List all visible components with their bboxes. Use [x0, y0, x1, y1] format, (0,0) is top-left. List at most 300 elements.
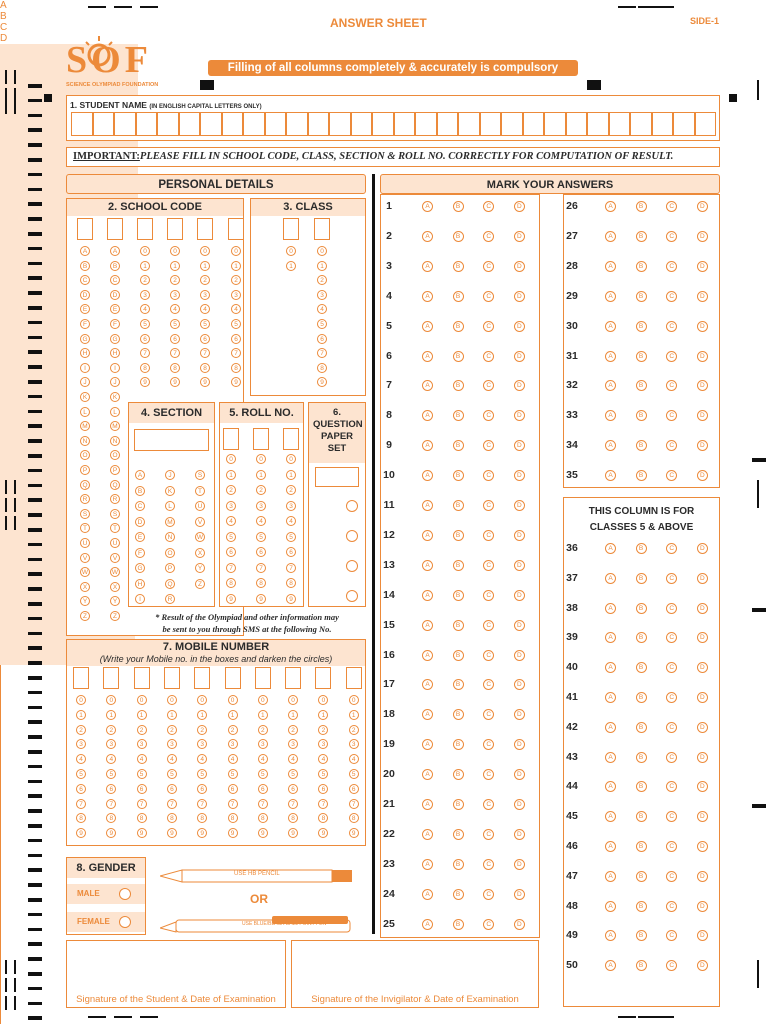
name-letter-box[interactable] [136, 112, 158, 136]
section-letter-bubble[interactable]: M [165, 517, 175, 527]
school-code-letter-bubble[interactable]: P [110, 465, 120, 475]
answer-option-bubble[interactable]: D [697, 752, 708, 763]
answer-option-bubble[interactable]: A [605, 410, 616, 421]
mobile-digit-bubble[interactable]: 6 [76, 784, 86, 794]
roll-no-digit-bubble[interactable]: 1 [226, 470, 236, 480]
section-letter-bubble[interactable]: X [195, 548, 205, 558]
roll-no-digit-bubble[interactable]: 0 [256, 454, 266, 464]
roll-no-digit-bubble[interactable]: 5 [226, 532, 236, 542]
class-input-box[interactable] [283, 218, 299, 240]
answer-option-bubble[interactable]: A [605, 291, 616, 302]
answer-option-bubble[interactable]: C [666, 722, 677, 733]
answer-option-bubble[interactable]: B [453, 829, 464, 840]
answer-option-bubble[interactable]: D [697, 351, 708, 362]
school-code-digit-bubble[interactable]: 8 [170, 363, 180, 373]
answer-option-bubble[interactable]: B [453, 410, 464, 421]
school-code-digit-bubble[interactable]: 3 [140, 290, 150, 300]
mobile-digit-bubble[interactable]: 9 [76, 828, 86, 838]
section-letter-bubble[interactable]: D [135, 517, 145, 527]
answer-option-bubble[interactable]: B [636, 781, 647, 792]
answer-option-bubble[interactable]: C [483, 919, 494, 930]
answer-option-bubble[interactable]: A [605, 470, 616, 481]
answer-option-bubble[interactable]: D [697, 573, 708, 584]
answer-option-bubble[interactable]: A [605, 662, 616, 673]
school-code-input-box[interactable] [228, 218, 244, 240]
mobile-digit-bubble[interactable]: 4 [349, 754, 359, 764]
mobile-digit-bubble[interactable]: 3 [349, 739, 359, 749]
name-letter-box[interactable] [157, 112, 179, 136]
answer-option-bubble[interactable]: C [483, 351, 494, 362]
answer-option-bubble[interactable]: D [514, 590, 525, 601]
mobile-digit-bubble[interactable]: 4 [228, 754, 238, 764]
roll-no-digit-bubble[interactable]: 0 [286, 454, 296, 464]
answer-option-bubble[interactable]: B [453, 590, 464, 601]
class-digit-bubble[interactable]: 4 [317, 304, 327, 314]
roll-no-digit-bubble[interactable]: 9 [286, 594, 296, 604]
mobile-digit-bubble[interactable]: 7 [228, 799, 238, 809]
answer-option-bubble[interactable]: C [483, 410, 494, 421]
school-code-digit-bubble[interactable]: 7 [170, 348, 180, 358]
answer-option-bubble[interactable]: C [483, 440, 494, 451]
school-code-letter-bubble[interactable]: B [110, 261, 120, 271]
invigilator-signature-box[interactable] [291, 940, 539, 1008]
school-code-digit-bubble[interactable]: 0 [140, 246, 150, 256]
answer-option-bubble[interactable]: D [697, 321, 708, 332]
question-paper-set-box[interactable] [315, 467, 359, 487]
answer-option-bubble[interactable]: D [514, 560, 525, 571]
answer-option-bubble[interactable]: B [453, 351, 464, 362]
school-code-digit-bubble[interactable]: 8 [200, 363, 210, 373]
answer-option-bubble[interactable]: B [453, 530, 464, 541]
mobile-digit-bubble[interactable]: 2 [349, 725, 359, 735]
mobile-digit-bubble[interactable]: 8 [258, 813, 268, 823]
mobile-digit-bubble[interactable]: 1 [106, 710, 116, 720]
mobile-digit-bubble[interactable]: 5 [228, 769, 238, 779]
school-code-letter-bubble[interactable]: B [80, 261, 90, 271]
answer-option-bubble[interactable]: B [636, 380, 647, 391]
name-letter-box[interactable] [630, 112, 652, 136]
answer-option-bubble[interactable]: C [666, 321, 677, 332]
answer-option-bubble[interactable]: D [697, 901, 708, 912]
school-code-letter-bubble[interactable]: K [110, 392, 120, 402]
name-letter-box[interactable] [265, 112, 287, 136]
answer-option-bubble[interactable]: C [666, 201, 677, 212]
school-code-letter-bubble[interactable]: R [80, 494, 90, 504]
mobile-digit-input-box[interactable] [134, 667, 150, 689]
school-code-letter-bubble[interactable]: S [110, 509, 120, 519]
name-letter-box[interactable] [243, 112, 265, 136]
school-code-digit-bubble[interactable]: 2 [170, 275, 180, 285]
answer-option-bubble[interactable]: D [514, 739, 525, 750]
name-letter-box[interactable] [179, 112, 201, 136]
class-digit-bubble[interactable]: 7 [317, 348, 327, 358]
school-code-digit-bubble[interactable]: 6 [170, 334, 180, 344]
name-letter-box[interactable] [71, 112, 93, 136]
answer-option-bubble[interactable]: D [514, 231, 525, 242]
mobile-digit-bubble[interactable]: 9 [228, 828, 238, 838]
school-code-digit-bubble[interactable]: 3 [170, 290, 180, 300]
mobile-digit-bubble[interactable]: 4 [318, 754, 328, 764]
answer-option-bubble[interactable]: C [483, 321, 494, 332]
answer-option-bubble[interactable]: D [697, 692, 708, 703]
name-letter-box[interactable] [114, 112, 136, 136]
school-code-letter-bubble[interactable]: X [80, 582, 90, 592]
school-code-letter-bubble[interactable]: I [80, 363, 90, 373]
answer-option-bubble[interactable]: D [697, 811, 708, 822]
school-code-digit-bubble[interactable]: 5 [200, 319, 210, 329]
mobile-digit-bubble[interactable]: 3 [167, 739, 177, 749]
answer-option-bubble[interactable]: C [666, 960, 677, 971]
school-code-digit-bubble[interactable]: 6 [231, 334, 241, 344]
answer-option-bubble[interactable]: D [697, 440, 708, 451]
school-code-digit-bubble[interactable]: 3 [231, 290, 241, 300]
answer-option-bubble[interactable]: A [605, 351, 616, 362]
answer-option-bubble[interactable]: C [483, 769, 494, 780]
school-code-digit-bubble[interactable]: 2 [231, 275, 241, 285]
school-code-letter-bubble[interactable]: Q [80, 480, 90, 490]
school-code-letter-bubble[interactable]: H [80, 348, 90, 358]
answer-option-bubble[interactable]: A [422, 380, 433, 391]
mobile-digit-bubble[interactable]: 2 [76, 725, 86, 735]
school-code-letter-bubble[interactable]: M [80, 421, 90, 431]
school-code-letter-bubble[interactable]: C [110, 275, 120, 285]
mobile-digit-input-box[interactable] [103, 667, 119, 689]
mobile-digit-bubble[interactable]: 7 [197, 799, 207, 809]
name-letter-box[interactable] [544, 112, 566, 136]
answer-option-bubble[interactable]: B [453, 261, 464, 272]
mobile-digit-bubble[interactable]: 3 [228, 739, 238, 749]
mobile-digit-bubble[interactable]: 9 [349, 828, 359, 838]
mobile-digit-input-box[interactable] [164, 667, 180, 689]
answer-option-bubble[interactable]: A [605, 632, 616, 643]
mobile-digit-bubble[interactable]: 3 [318, 739, 328, 749]
answer-option-bubble[interactable]: C [483, 650, 494, 661]
mobile-digit-bubble[interactable]: 9 [318, 828, 328, 838]
mobile-digit-bubble[interactable]: 8 [137, 813, 147, 823]
answer-option-bubble[interactable]: A [422, 620, 433, 631]
class-digit-bubble[interactable]: 1 [317, 261, 327, 271]
answer-option-bubble[interactable]: B [636, 662, 647, 673]
section-letter-bubble[interactable]: E [135, 532, 145, 542]
answer-option-bubble[interactable]: B [636, 603, 647, 614]
mobile-digit-bubble[interactable]: 6 [197, 784, 207, 794]
roll-no-digit-bubble[interactable]: 7 [226, 563, 236, 573]
answer-option-bubble[interactable]: A [422, 440, 433, 451]
answer-option-bubble[interactable]: A [605, 841, 616, 852]
mobile-digit-input-box[interactable] [225, 667, 241, 689]
answer-option-bubble[interactable]: B [453, 709, 464, 720]
mobile-digit-bubble[interactable]: 3 [258, 739, 268, 749]
mobile-digit-bubble[interactable]: 1 [318, 710, 328, 720]
female-bubble[interactable] [119, 916, 131, 928]
mobile-digit-bubble[interactable]: 0 [106, 695, 116, 705]
roll-no-digit-bubble[interactable]: 4 [226, 516, 236, 526]
school-code-digit-bubble[interactable]: 9 [200, 377, 210, 387]
school-code-digit-bubble[interactable]: 7 [140, 348, 150, 358]
class-digit-bubble[interactable]: 9 [317, 377, 327, 387]
school-code-digit-bubble[interactable]: 1 [170, 261, 180, 271]
male-bubble[interactable] [119, 888, 131, 900]
school-code-letter-bubble[interactable]: U [80, 538, 90, 548]
answer-option-bubble[interactable]: C [483, 231, 494, 242]
answer-option-bubble[interactable]: A [605, 573, 616, 584]
section-letter-bubble[interactable]: T [195, 486, 205, 496]
answer-option-bubble[interactable]: A [422, 321, 433, 332]
answer-option-bubble[interactable]: C [483, 470, 494, 481]
roll-no-digit-bubble[interactable]: 7 [256, 563, 266, 573]
mobile-digit-bubble[interactable]: 2 [137, 725, 147, 735]
answer-option-bubble[interactable]: D [697, 960, 708, 971]
name-letter-box[interactable] [222, 112, 244, 136]
answer-option-bubble[interactable]: B [636, 901, 647, 912]
name-letter-box[interactable] [609, 112, 631, 136]
name-letter-box[interactable] [286, 112, 308, 136]
school-code-letter-bubble[interactable]: H [110, 348, 120, 358]
answer-option-bubble[interactable]: C [483, 530, 494, 541]
mobile-digit-bubble[interactable]: 4 [197, 754, 207, 764]
mobile-digit-bubble[interactable]: 7 [76, 799, 86, 809]
mobile-digit-bubble[interactable]: 8 [228, 813, 238, 823]
answer-option-bubble[interactable]: C [666, 871, 677, 882]
name-letter-box[interactable] [329, 112, 351, 136]
mobile-digit-bubble[interactable]: 3 [197, 739, 207, 749]
answer-option-bubble[interactable]: B [636, 470, 647, 481]
answer-option-bubble[interactable]: A [422, 231, 433, 242]
section-letter-bubble[interactable]: I [135, 594, 145, 604]
section-letter-bubble[interactable]: Q [165, 579, 175, 589]
roll-no-digit-bubble[interactable]: 2 [256, 485, 266, 495]
school-code-letter-bubble[interactable]: V [80, 553, 90, 563]
roll-no-digit-bubble[interactable]: 9 [226, 594, 236, 604]
mobile-digit-bubble[interactable]: 6 [106, 784, 116, 794]
mobile-digit-input-box[interactable] [285, 667, 301, 689]
name-letter-box[interactable] [394, 112, 416, 136]
answer-option-bubble[interactable]: D [697, 841, 708, 852]
answer-option-bubble[interactable]: B [453, 470, 464, 481]
mobile-digit-bubble[interactable]: 7 [288, 799, 298, 809]
mobile-digit-input-box[interactable] [194, 667, 210, 689]
school-code-digit-bubble[interactable]: 0 [170, 246, 180, 256]
class-input-box[interactable] [314, 218, 330, 240]
answer-option-bubble[interactable]: D [514, 650, 525, 661]
mobile-digit-bubble[interactable]: 6 [318, 784, 328, 794]
section-letter-bubble[interactable]: F [135, 548, 145, 558]
answer-option-bubble[interactable]: D [697, 603, 708, 614]
school-code-digit-bubble[interactable]: 2 [200, 275, 210, 285]
answer-option-bubble[interactable]: B [636, 960, 647, 971]
school-code-digit-bubble[interactable]: 3 [200, 290, 210, 300]
mobile-digit-input-box[interactable] [346, 667, 362, 689]
section-letter-bubble[interactable]: R [165, 594, 175, 604]
school-code-digit-bubble[interactable]: 6 [200, 334, 210, 344]
mobile-digit-bubble[interactable]: 8 [197, 813, 207, 823]
class-digit-bubble[interactable]: 2 [317, 275, 327, 285]
mobile-digit-bubble[interactable]: 1 [167, 710, 177, 720]
section-letter-bubble[interactable]: Y [195, 563, 205, 573]
school-code-digit-bubble[interactable]: 1 [200, 261, 210, 271]
answer-option-bubble[interactable]: C [666, 692, 677, 703]
mobile-digit-bubble[interactable]: 5 [137, 769, 147, 779]
answer-option-bubble[interactable]: C [666, 811, 677, 822]
school-code-digit-bubble[interactable]: 7 [231, 348, 241, 358]
answer-option-bubble[interactable]: A [605, 692, 616, 703]
class-digit-bubble[interactable]: 0 [317, 246, 327, 256]
answer-option-bubble[interactable]: B [453, 380, 464, 391]
student-signature-box[interactable] [66, 940, 286, 1008]
school-code-letter-bubble[interactable]: Y [110, 596, 120, 606]
name-letter-box[interactable] [308, 112, 330, 136]
answer-option-bubble[interactable]: D [697, 380, 708, 391]
mobile-digit-bubble[interactable]: 5 [197, 769, 207, 779]
answer-option-bubble[interactable]: A [422, 530, 433, 541]
mobile-digit-bubble[interactable]: 0 [288, 695, 298, 705]
answer-option-bubble[interactable]: B [636, 841, 647, 852]
answer-option-bubble[interactable]: A [605, 201, 616, 212]
mobile-digit-bubble[interactable]: 0 [349, 695, 359, 705]
answer-option-bubble[interactable]: B [453, 859, 464, 870]
answer-option-bubble[interactable]: D [697, 871, 708, 882]
mobile-digit-bubble[interactable]: 8 [76, 813, 86, 823]
answer-option-bubble[interactable]: D [697, 930, 708, 941]
answer-option-bubble[interactable]: A [605, 930, 616, 941]
answer-option-bubble[interactable]: D [697, 410, 708, 421]
answer-option-bubble[interactable]: A [422, 201, 433, 212]
answer-option-bubble[interactable]: A [605, 960, 616, 971]
mobile-digit-bubble[interactable]: 7 [258, 799, 268, 809]
mobile-digit-bubble[interactable]: 7 [137, 799, 147, 809]
roll-no-digit-bubble[interactable]: 7 [286, 563, 296, 573]
answer-option-bubble[interactable]: A [422, 739, 433, 750]
answer-option-bubble[interactable]: C [666, 440, 677, 451]
school-code-letter-bubble[interactable]: I [110, 363, 120, 373]
school-code-letter-bubble[interactable]: E [80, 304, 90, 314]
mobile-digit-bubble[interactable]: 9 [258, 828, 268, 838]
answer-option-bubble[interactable]: B [453, 500, 464, 511]
section-letter-bubble[interactable]: L [165, 501, 175, 511]
answer-option-bubble[interactable]: A [422, 470, 433, 481]
section-letter-bubble[interactable]: U [195, 501, 205, 511]
school-code-digit-bubble[interactable]: 4 [140, 304, 150, 314]
mobile-digit-bubble[interactable]: 8 [318, 813, 328, 823]
qp-set-option-bubble[interactable] [346, 560, 358, 572]
answer-option-bubble[interactable]: D [514, 470, 525, 481]
answer-option-bubble[interactable]: C [483, 560, 494, 571]
mobile-digit-bubble[interactable]: 6 [258, 784, 268, 794]
answer-option-bubble[interactable]: D [697, 291, 708, 302]
section-input-box[interactable] [134, 429, 209, 451]
roll-no-digit-bubble[interactable]: 9 [256, 594, 266, 604]
answer-option-bubble[interactable]: D [514, 679, 525, 690]
mobile-digit-bubble[interactable]: 7 [318, 799, 328, 809]
school-code-digit-bubble[interactable]: 9 [140, 377, 150, 387]
answer-option-bubble[interactable]: B [636, 543, 647, 554]
mobile-digit-bubble[interactable]: 2 [167, 725, 177, 735]
answer-option-bubble[interactable]: C [666, 543, 677, 554]
section-letter-bubble[interactable]: W [196, 534, 204, 541]
school-code-letter-bubble[interactable]: W [111, 569, 119, 577]
school-code-letter-bubble[interactable]: P [80, 465, 90, 475]
mobile-digit-input-box[interactable] [255, 667, 271, 689]
roll-no-digit-bubble[interactable]: 8 [226, 578, 236, 588]
section-letter-bubble[interactable]: S [195, 470, 205, 480]
school-code-letter-bubble[interactable]: G [110, 334, 120, 344]
answer-option-bubble[interactable]: D [514, 291, 525, 302]
school-code-letter-bubble[interactable]: Y [80, 596, 90, 606]
answer-option-bubble[interactable]: B [453, 291, 464, 302]
answer-option-bubble[interactable]: B [636, 440, 647, 451]
answer-option-bubble[interactable]: A [605, 261, 616, 272]
roll-no-digit-bubble[interactable]: 5 [256, 532, 266, 542]
name-letter-box[interactable] [523, 112, 545, 136]
mobile-digit-bubble[interactable]: 2 [228, 725, 238, 735]
answer-option-bubble[interactable]: C [483, 620, 494, 631]
section-letter-bubble[interactable]: J [165, 470, 175, 480]
answer-option-bubble[interactable]: D [514, 261, 525, 272]
mobile-digit-bubble[interactable]: 1 [137, 710, 147, 720]
answer-option-bubble[interactable]: B [636, 752, 647, 763]
mobile-digit-bubble[interactable]: 2 [106, 725, 116, 735]
name-letter-box[interactable] [93, 112, 115, 136]
answer-option-bubble[interactable]: D [697, 662, 708, 673]
answer-option-bubble[interactable]: B [453, 201, 464, 212]
answer-option-bubble[interactable]: A [605, 543, 616, 554]
mobile-digit-bubble[interactable]: 1 [288, 710, 298, 720]
mobile-digit-bubble[interactable]: 5 [167, 769, 177, 779]
name-letter-box[interactable] [501, 112, 523, 136]
mobile-digit-bubble[interactable]: 6 [288, 784, 298, 794]
school-code-digit-bubble[interactable]: 8 [231, 363, 241, 373]
qp-set-option-bubble[interactable] [346, 590, 358, 602]
gender-male-option[interactable] [67, 884, 145, 904]
school-code-digit-bubble[interactable]: 5 [170, 319, 180, 329]
answer-option-bubble[interactable]: C [666, 470, 677, 481]
section-letter-bubble[interactable]: H [135, 579, 145, 589]
section-letter-bubble[interactable]: A [135, 470, 145, 480]
answer-option-bubble[interactable]: B [453, 560, 464, 571]
school-code-letter-bubble[interactable]: C [80, 275, 90, 285]
mobile-digit-bubble[interactable]: 0 [76, 695, 86, 705]
mobile-digit-bubble[interactable]: 9 [197, 828, 207, 838]
answer-option-bubble[interactable]: C [666, 291, 677, 302]
school-code-letter-bubble[interactable]: L [80, 407, 90, 417]
section-letter-bubble[interactable]: B [135, 486, 145, 496]
mobile-digit-bubble[interactable]: 5 [258, 769, 268, 779]
name-letter-box[interactable] [566, 112, 588, 136]
school-code-letter-bubble[interactable]: K [80, 392, 90, 402]
roll-no-digit-bubble[interactable]: 1 [256, 470, 266, 480]
school-code-digit-bubble[interactable]: 4 [200, 304, 210, 314]
answer-option-bubble[interactable]: A [605, 231, 616, 242]
roll-no-digit-bubble[interactable]: 3 [286, 501, 296, 511]
school-code-letter-bubble[interactable]: J [80, 377, 90, 387]
mobile-digit-bubble[interactable]: 0 [258, 695, 268, 705]
answer-option-bubble[interactable]: C [666, 781, 677, 792]
class-digit-bubble[interactable]: 6 [317, 334, 327, 344]
mobile-digit-bubble[interactable]: 9 [167, 828, 177, 838]
answer-option-bubble[interactable]: D [697, 543, 708, 554]
school-code-letter-bubble[interactable]: D [80, 290, 90, 300]
mobile-digit-input-box[interactable] [73, 667, 89, 689]
mobile-digit-bubble[interactable]: 2 [258, 725, 268, 735]
answer-option-bubble[interactable]: C [483, 829, 494, 840]
answer-option-bubble[interactable]: C [666, 930, 677, 941]
answer-option-bubble[interactable]: C [483, 679, 494, 690]
roll-no-digit-bubble[interactable]: 0 [226, 454, 236, 464]
answer-option-bubble[interactable]: C [483, 380, 494, 391]
name-letter-box[interactable] [695, 112, 717, 136]
school-code-letter-bubble[interactable]: Q [110, 480, 120, 490]
name-letter-box[interactable] [652, 112, 674, 136]
